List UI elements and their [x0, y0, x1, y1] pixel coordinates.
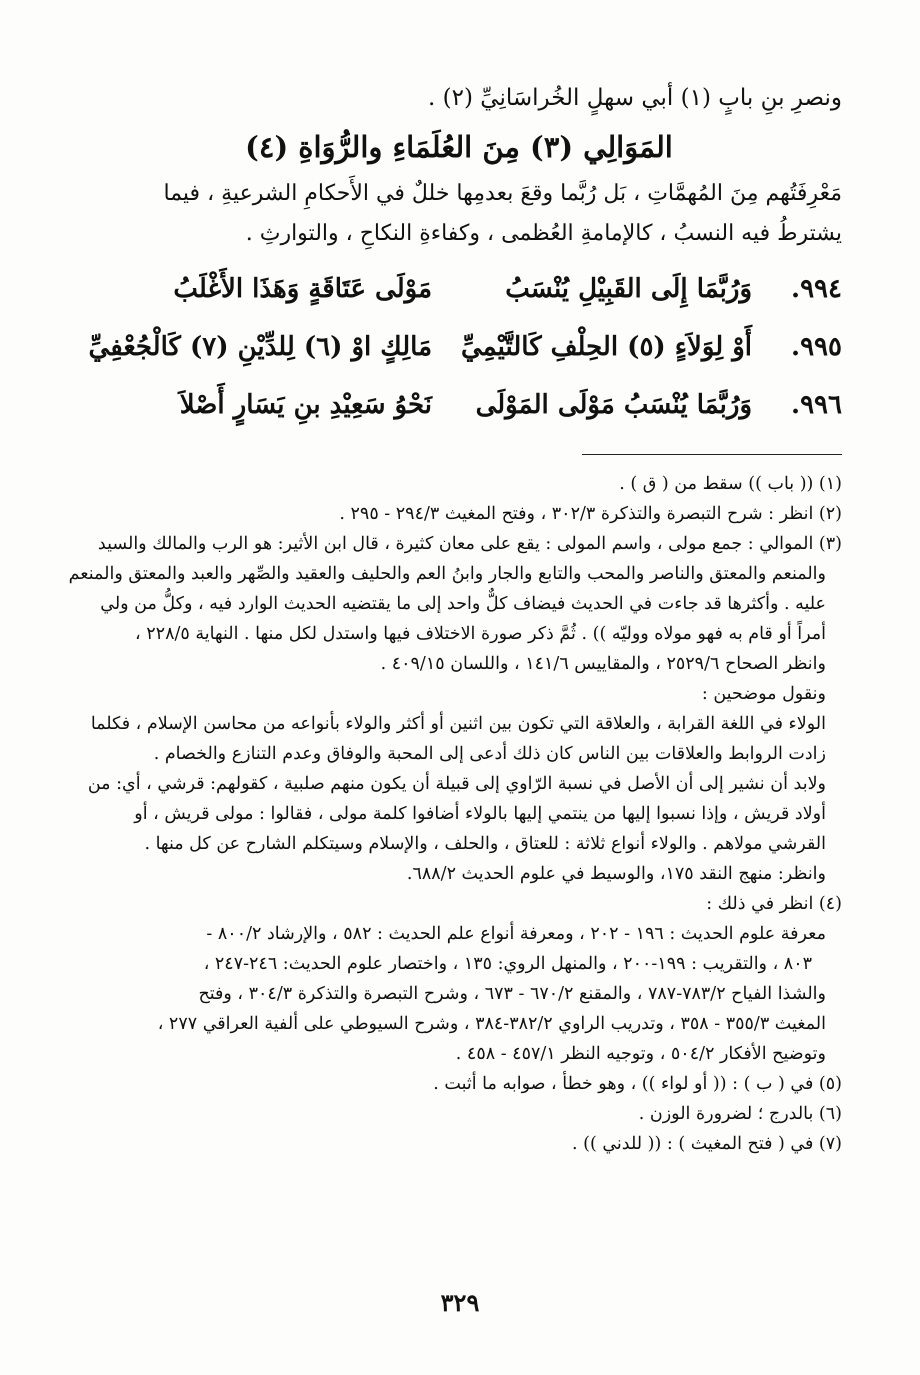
footnote-line: الولاء في اللغة القرابة ، والعلاقة التي تكون بين اثنين أو أكثر والولاء بأنواعه من محاسن الإسلام ، فكلما: [90, 714, 826, 734]
verse-first-hemistich: وَرُبَّمَا إِلَى القَبِيْلِ يُنْسَبُ: [505, 274, 752, 304]
footnote-line: (٦) بالدرج ؛ لضرورة الوزن .: [638, 1104, 842, 1124]
footnote-separator: [582, 454, 842, 455]
footnote-line: والمنعم والمعتق والناصر والمحب والتابع والجار وابنُ العم والحليف والعقيد والصِّهر والعبد والمعتق والمنعم: [68, 564, 826, 584]
intro-paragraph: [76, 174, 842, 254]
footnote-line: (٥) في ( ب ) : (( أو لواء )) ، وهو خطأ ، صوابه ما أثبت .: [433, 1074, 842, 1094]
verse-second-hemistich: مَوْلَى عَتَاقَةٍ وَهَذَا الأَغْلَبُ: [173, 274, 432, 304]
verse-row: [76, 260, 842, 318]
verse-row: [76, 318, 842, 376]
footnote-line: أولاد قريش ، وإذا نسبوا إليها من ينتمي إليها بالولاء أضافوا كلمة مولى ، فقالوا : مولى قريش ، أو: [134, 804, 826, 824]
verse-second-hemistich: مَالِكٍ اوْ (٦) لِلدِّيْنِ (٧) كَالْجُعْفِيِّ: [88, 332, 432, 362]
footnote-line: ونقول موضحين :: [701, 684, 826, 704]
footnote-line: وتوضيح الأفكار ٥٠٤/٢ ، وتوجيه النظر ٤٥٧/١ - ٤٥٨ .: [455, 1044, 826, 1064]
footnote-line: ولابد أن نشير إلى أن الأصل في نسبة الرّاوي إلى قبيلة أن يكون منهم صلبية ، كقولهم: قرشي ، أي: من: [87, 774, 826, 794]
footnotes: [68, 469, 842, 1159]
verse-number: ٩٩٥.: [791, 332, 842, 362]
footnote-line: (٢) انظر : شرح التبصرة والتذكرة ٣٠٢/٣ ، وفتح المغيث ٢٩٤/٣ - ٢٩٥ .: [339, 504, 842, 524]
verse-row: [76, 376, 842, 434]
footnote-line: زادت الروابط والعلاقات بين الناس كان ذلك أدعى إلى المحبة والوفاق وعدم التنازع والخصام .: [153, 744, 826, 764]
verse-number: ٩٩٦.: [791, 390, 842, 420]
verse-number: ٩٩٤.: [791, 274, 842, 304]
footnote-line: ٨٠٣ ، والتقريب : ١٩٩-٢٠٠ ، والمنهل الروي: ١٣٥ ، واختصار علوم الحديث: ٢٤٦-٢٤٧ ،: [203, 954, 812, 974]
footnote-line: وانظر الصحاح ٢٥٢٩/٦ ، والمقاييس ١٤١/٦ ، واللسان ٤٠٩/١٥ .: [380, 654, 826, 674]
footnote-line: معرفة علوم الحديث : ١٩٦ - ٢٠٢ ، ومعرفة أنواع علم الحديث : ٥٨٢ ، والإرشاد ٨٠٠/٢ -: [206, 924, 826, 944]
intro-line: مَعْرِفَتُهم مِنَ المُهمَّاتِ ، بَل رُبَّما وقعَ بعدمِها خللٌ في الأَحكامِ الشرعيةِ ، فيما: [163, 181, 842, 206]
footnote-line: عليه . وأكثرها قد جاءت في الحديث فيضاف كلٌّ واحد إلى ما يقتضيه الحديث الوارد فيه ، وكلُّ من ولي: [100, 594, 826, 614]
continuation-line: ونصرِ بنِ بابٍ (١) أبي سهلٍ الخُراسَانِيِّ (٢) .: [428, 85, 842, 111]
footnote-line: والشذا الفياح ٧٨٣/٢-٧٨٧ ، والمقنع ٦٧٠/٢ - ٦٧٣ ، وشرح التبصرة والتذكرة ٣٠٤/٣ ، وفتح: [198, 984, 826, 1004]
footnote-line: القرشي مولاهم . والولاء أنواع ثلاثة : للعتاق ، والحلف ، والإسلام وسيتكلم الشارح عن كل منها .: [144, 834, 826, 854]
page-number: ٣٢٩: [440, 1288, 480, 1317]
verse-second-hemistich: نَحْوُ سَعِيْدِ بنِ يَسَارٍ أَصْلاَ: [179, 390, 432, 420]
verse-first-hemistich: وَرُبَّمَا يُنْسَبُ مَوْلَى المَوْلَى: [475, 390, 752, 420]
intro-line: يشترطُ فيه النسبُ ، كالإمامةِ العُظمى ، وكفاءةِ النكاحِ ، والتوارثِ .: [245, 221, 842, 246]
footnote-line: (٤) انظر في ذلك :: [706, 894, 842, 914]
verse-block: [76, 260, 842, 434]
footnote-line: (١) (( باب )) سقط من ( ق ) .: [619, 474, 842, 494]
footnote-line: المغيث ٣٥٥/٣ - ٣٥٨ ، وتدريب الراوي ٣٨٢/٢-٣٨٤ ، وشرح السيوطي على ألفية العراقي ٢٧٧ ،: [157, 1014, 826, 1034]
section-heading: المَوَالِي (٣) مِنَ العُلَمَاءِ والرُّوَاةِ (٤): [245, 130, 673, 164]
footnote-line: (٣) الموالي : جمع مولى ، واسم المولى : يقع على معان كثيرة ، قال ابن الأثير: هو الرب والمالك والسيد: [97, 534, 842, 554]
verse-first-hemistich: أَوْ لِوَلاَءٍ (٥) الحِلْفِ كَالتَّيْمِيِّ: [460, 332, 752, 362]
footnote-line: وانظر: منهج النقد ١٧٥، والوسيط في علوم الحديث ٦٨٨/٢.: [406, 864, 826, 884]
footnote-line: (٧) في ( فتح المغيث ) : (( للدني )) .: [572, 1134, 842, 1154]
footnote-line: أمراً أو قام به فهو مولاه ووليّه )) . ثُمَّ ذكر صورة الاختلاف فيها واستدل لكل منها . النهاية ٢٢٨/٥ ،: [135, 624, 826, 644]
